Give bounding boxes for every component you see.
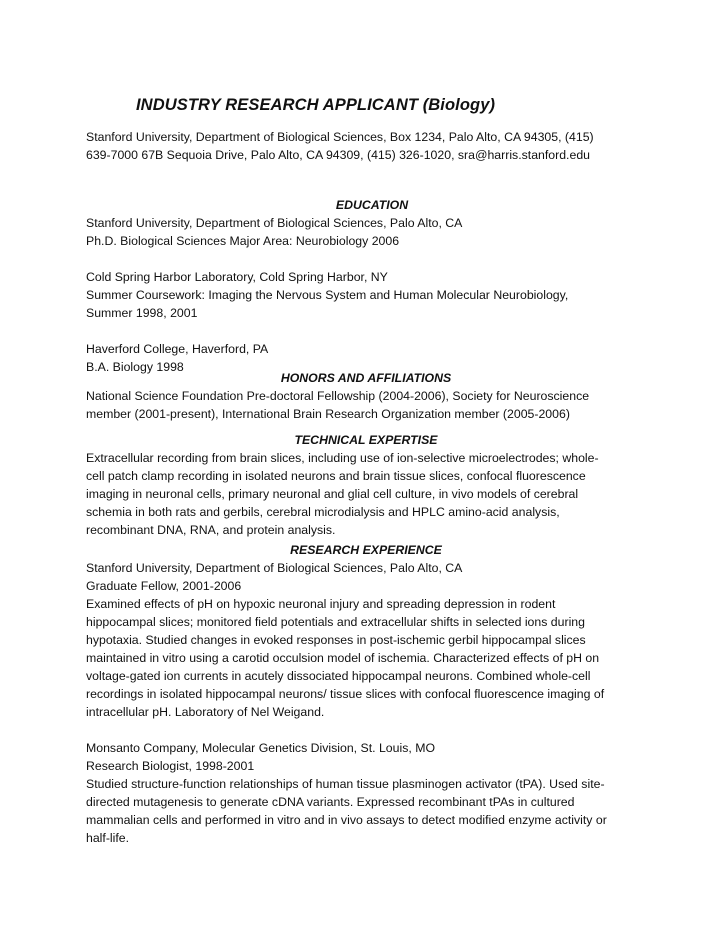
technical-line: Extracellular recording from brain slices, including use of ion-selective microelectrodes; whole- [86, 451, 599, 465]
research-line: directed mutagenesis to generate cDNA variants. Expressed recombinant tPAs in cultured [86, 795, 575, 809]
contact-block [86, 128, 646, 164]
research-line: Stanford University, Department of Biological Sciences, Palo Alto, CA [86, 561, 463, 575]
education-section [86, 196, 646, 376]
education-line: Ph.D. Biological Sciences Major Area: Neurobiology 2006 [86, 234, 400, 248]
research-line: voltage-gated ion currents in acutely dissociated hippocampal neurons. Combined whole-cell [86, 669, 591, 683]
technical-line: cell patch clamp recording in isolated neurons and brain tissue slices, confocal fluorescence [86, 469, 586, 483]
technical-line: schemia in both rats and gerbils, cerebral microdialysis and HPLC amino-acid analysis, [86, 505, 560, 519]
education-line: Summer Coursework: Imaging the Nervous System and Human Molecular Neurobiology, [86, 288, 569, 302]
research-line: Examined effects of pH on hypoxic neuronal injury and spreading depression in rodent [86, 597, 556, 611]
education-line: Summer 1998, 2001 [86, 306, 198, 320]
honors-section [86, 369, 646, 423]
honors-heading: HONORS AND AFFILIATIONS [280, 371, 452, 385]
research-line: half-life. [86, 831, 130, 845]
technical-section [86, 431, 646, 539]
research-line: hypotaxia. Studied changes in evoked responses in post-ischemic gerbil hippocampal slices [86, 633, 586, 647]
technical-line: recombinant DNA, RNA, and protein analysis. [86, 523, 336, 537]
technical-heading: TECHNICAL EXPERTISE [294, 433, 438, 447]
research-section [86, 541, 646, 847]
research-line: Graduate Fellow, 2001-2006 [86, 579, 242, 593]
document-title: INDUSTRY RESEARCH APPLICANT (Biology) [136, 96, 496, 114]
research-line: Monsanto Company, Molecular Genetics Division, St. Louis, MO [86, 741, 436, 755]
education-line: Stanford University, Department of Biological Sciences, Palo Alto, CA [86, 216, 463, 230]
research-line: hippocampal slices; monitored field potentials and extracellular shifts in selected ions during [86, 615, 585, 629]
honors-line: National Science Foundation Pre-doctoral Fellowship (2004-2006), Society for Neuroscience [86, 389, 590, 403]
education-line: B.A. Biology 1998 [86, 360, 184, 374]
research-line: Studied structure-function relationships of human tissue plasminogen activator (tPA). Used site- [86, 777, 605, 791]
research-heading: RESEARCH EXPERIENCE [290, 543, 442, 557]
research-line: maintained in vitro using a carotid occulsion model of ischemia. Characterized effects of pH on [86, 651, 600, 665]
education-line: Cold Spring Harbor Laboratory, Cold Spring Harbor, NY [86, 270, 388, 284]
research-line: recordings in isolated hippocampal neurons/ tissue slices with confocal fluorescence imaging of [86, 687, 605, 701]
research-line: intracellular pH. Laboratory of Nel Weigand. [86, 705, 325, 719]
contact-line: 639-7000 67B Sequoia Drive, Palo Alto, CA 94309, (415) 326-1020, sra@harris.stanford.edu [86, 148, 590, 162]
research-line: mammalian cells and performed in vitro and in vivo assays to detect modified enzyme activity or [86, 813, 607, 827]
honors-line: member (2001-present), International Brain Research Organization member (2005-2006) [86, 407, 570, 421]
research-line: Research Biologist, 1998-2001 [86, 759, 255, 773]
education-heading: EDUCATION [335, 198, 409, 212]
education-line: Haverford College, Haverford, PA [86, 342, 269, 356]
technical-line: imaging in neuronal cells, primary neuronal and glial cell culture, in vivo models of cerebral [86, 487, 579, 501]
contact-line: Stanford University, Department of Biological Sciences, Box 1234, Palo Alto, CA 94305, (415) [86, 130, 594, 144]
